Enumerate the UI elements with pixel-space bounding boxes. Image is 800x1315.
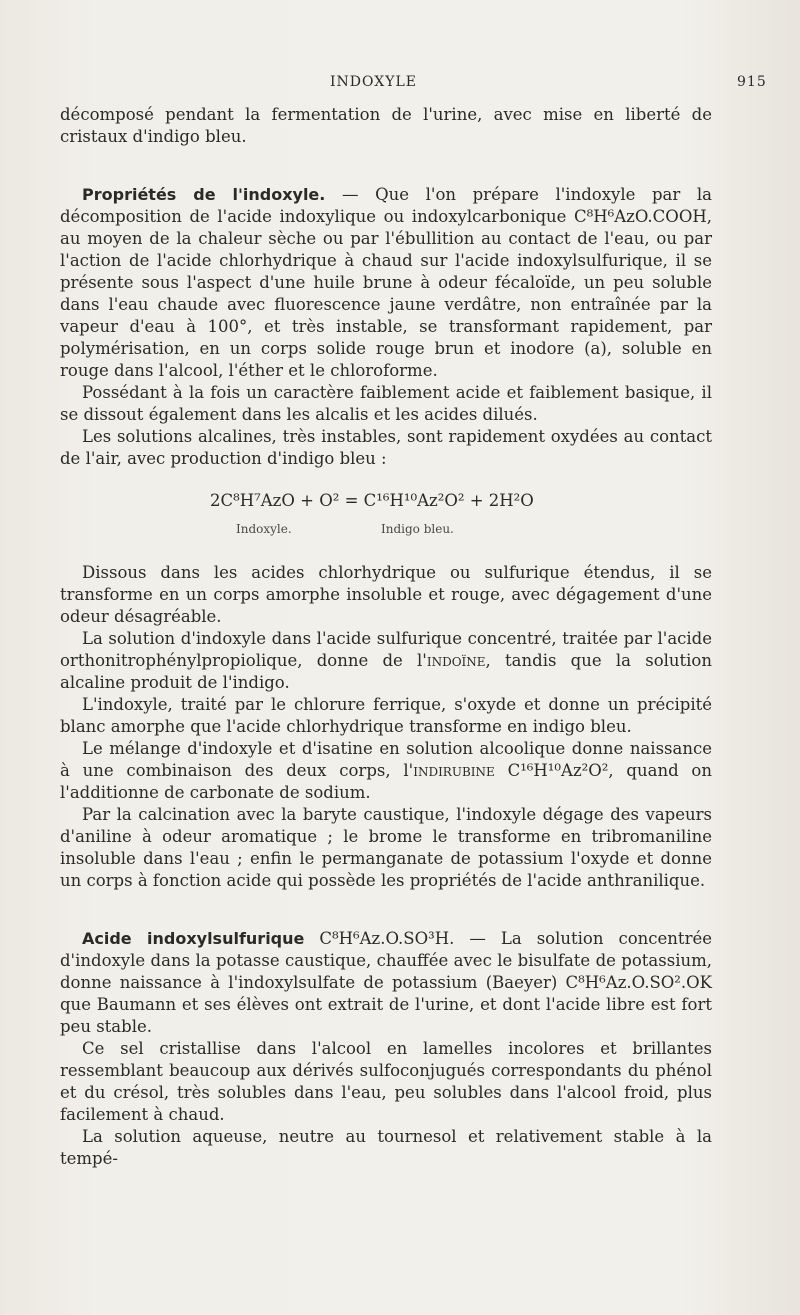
chemical-equation [60, 490, 712, 550]
term-indirubine: indirubine [413, 761, 495, 780]
page-header [0, 74, 800, 96]
paragraph-aqueous-solution: La solution aqueuse, neutre au tournesol et relativement stable à la tempé- [60, 1127, 712, 1168]
paragraph-isatine [60, 738, 712, 804]
paragraph-calcination: Par la calcination avec la baryte caustique, l'indoxyle dégage des vapeurs d'aniline à odeur aromatique ; le brome le transforme en tribromaniline insoluble dans l'eau ; enfin le permanganate de potassium l'oxyde et donne un corps à fonction acide qui possède les propriétés de l'acide anthranilique. [60, 805, 712, 890]
section-heading-properties: Propriétés de l'indoxyle. [82, 185, 326, 204]
section-heading-indoxylsulfuric: Acide indoxylsulfurique [82, 929, 305, 948]
text-run: La solution d'indoxyle dans l'acide sulfurique concentré, traitée par l'acide orthonitrophénylpropiolique, donne de l' [60, 629, 712, 670]
paragraph-crystals: Ce sel cristallise dans l'alcool en lamelles incolores et brillantes ressemblant beaucoup aux dérivés sulfoconjugués correspondants du phénol et du crésol, très solubles dans l'eau, peu solubles dans l'alcool froid, plus facilement à chaud. [60, 1039, 712, 1124]
paragraph-properties-body: — Que l'on prépare l'indoxyle par la décomposition de l'acide indoxylique ou indoxylcarbonique C⁸H⁶AzO.COOH, au moyen de la chaleur sèche ou par l'ébullition au contact de l'eau, ou par l'action de l'acide chlorhydrique à chaud sur l'acide indoxylsulfurique, il se présente sous l'aspect d'une huile brune à odeur fécaloïde, un peu soluble dans l'eau chaude avec fluorescence jaune verdâtre, non entraînée par la vapeur d'eau à 100°, et très instable, se transformant rapidement, par polymérisation, en un corps solide rouge brun et inodore (a), soluble en rouge dans l'alcool, l'éther et le chloroforme. [60, 185, 713, 380]
running-title: INDOXYLE [330, 74, 417, 90]
text-run: , tandis que la solution alcaline produit de l'indigo. [60, 651, 712, 692]
paragraph-properties [60, 184, 712, 382]
body-text [60, 104, 712, 1170]
text-run: Le mélange d'indoxyle et d'isatine en solution alcoolique donne naissance à une combinaison des deux corps, l' [60, 739, 712, 780]
paragraph-sulfuric [60, 628, 712, 694]
term-indoine: indoïne [426, 651, 486, 670]
page-number: 915 [737, 74, 767, 90]
paragraph-acid-base: Possédant à la fois un caractère faiblement acide et faiblement basique, il se dissout également dans les alcalis et les acides dilués. [60, 383, 712, 424]
paragraph-indoxylsulfuric-body: C⁸H⁶Az.O.SO³H. — La solution concentrée d'indoxyle dans la potasse caustique, chauffée avec le bisulfate de potassium, donne naissance à l'indoxylsulfate de potassium (Baeyer) C⁸H⁶Az.O.SO².OK que Baumann et ses élèves ont extrait de l'urine, et dont l'acide libre est fort peu stable. [60, 929, 712, 1036]
paragraph-continuation: décomposé pendant la fermentation de l'urine, avec mise en liberté de cristaux d'indigo bleu. [60, 105, 712, 146]
equation-label-indigo: Indigo bleu. [381, 522, 454, 536]
paragraph-acids: Dissous dans les acides chlorhydrique ou sulfurique étendus, il se transforme en un corps amorphe insoluble et rouge, avec dégagement d'une odeur désagréable. [60, 563, 712, 626]
paragraph-alkaline-solutions: Les solutions alcalines, très instables, sont rapidement oxydées au contact de l'air, avec production d'indigo bleu : [60, 427, 712, 468]
text-run: C¹⁶H¹⁰Az²O², quand on l'additionne de carbonate de sodium. [60, 761, 712, 802]
equation-formula: 2C⁸H⁷AzO + O² = C¹⁶H¹⁰Az²O² + 2H²O [210, 491, 534, 510]
equation-label-indoxyle: Indoxyle. [236, 522, 292, 536]
paragraph-ferric: L'indoxyle, traité par le chlorure ferrique, s'oxyde et donne un précipité blanc amorphe que l'acide chlorhydrique transforme en indigo bleu. [60, 695, 712, 736]
paragraph-indoxylsulfuric [60, 928, 712, 1038]
